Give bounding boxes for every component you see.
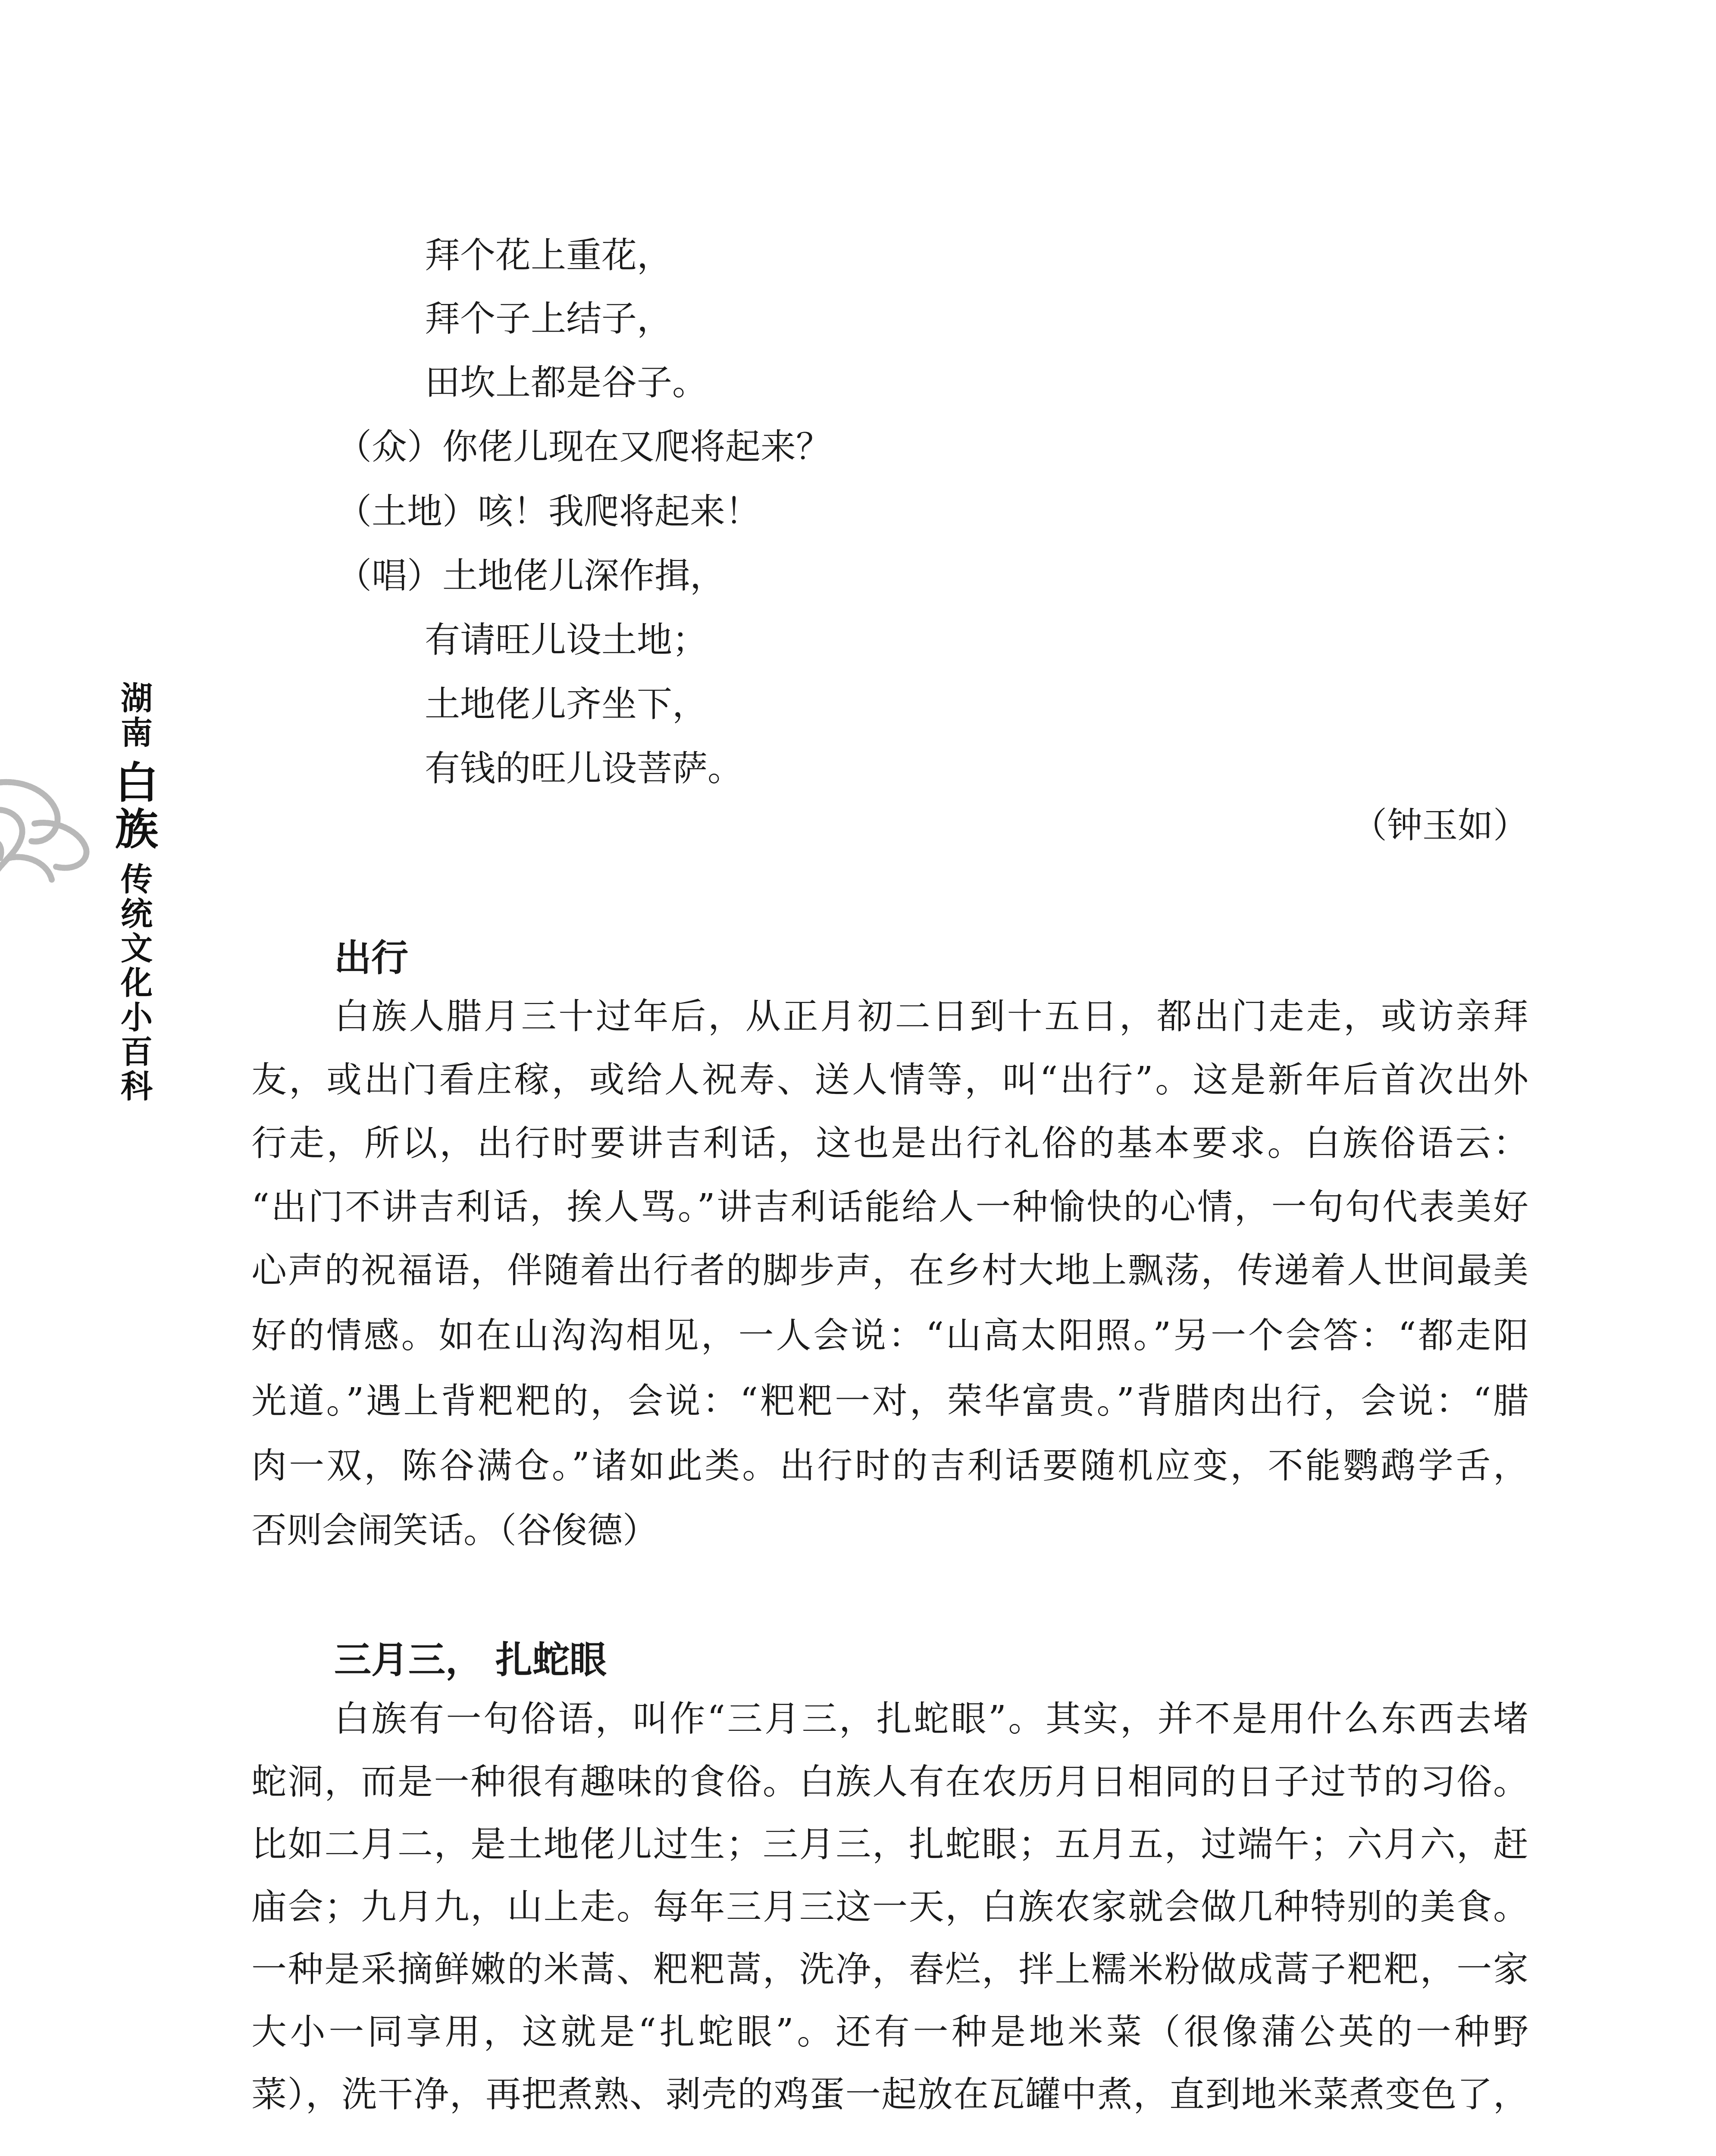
song-line: 有钱的旺儿设菩萨。 xyxy=(425,748,743,789)
paragraph-line: 菜），洗干净，再把煮熟、剥壳的鸡蛋一起放在瓦罐中煮，直到地米菜煮变色了， xyxy=(251,2074,1528,2115)
section-heading: 出行 xyxy=(334,936,408,980)
paragraph-line: 比如二月二，是土地佬儿过生；三月三，扎蛇眼；五月五，过端午；六月六，赶 xyxy=(251,1824,1528,1865)
section-heading: 三月三， 扎蛇眼 xyxy=(334,1638,607,1682)
running-title-char-large: 白 xyxy=(115,758,158,808)
running-title-char-large: 族 xyxy=(115,804,158,855)
running-title-char: 湖 xyxy=(121,680,153,717)
paragraph-line: 大小一同享用，这就是“扎蛇眼”。还有一种是地米菜（很像蒲公英的一种野 xyxy=(251,2012,1528,2053)
running-title-char: 文 xyxy=(121,930,153,967)
dialogue-line xyxy=(336,426,831,469)
ornament-stroke xyxy=(0,840,1,858)
song-line: 拜个子上结子， xyxy=(425,298,673,339)
dialogue-text: 你佬儿现在又爬将起来？ xyxy=(442,426,832,467)
dialogue-text: 土地佬儿深作揖， xyxy=(442,555,726,596)
paragraph-line: 友，或出门看庄稼，或给人祝寿、送人情等，叫“出行”。这是新年后首次出外 xyxy=(251,1059,1528,1100)
paragraph-line: 否则会闹笑话。（谷俊德） xyxy=(251,1510,658,1551)
running-title-char: 化 xyxy=(121,965,153,1002)
dialogue-line xyxy=(336,555,725,598)
paragraph-line: 庙会；九月九，山上走。每年三月三这一天，白族农家就会做几种特别的美食。 xyxy=(251,1887,1528,1927)
paragraph-line: 心声的祝福语，伴随着出行者的脚步声，在乡村大地上飘荡，传递着人世间最美 xyxy=(251,1250,1528,1291)
ornament-stroke xyxy=(0,810,22,880)
paragraph-line: “出门不讲吉利话，挨人骂。”讲吉利话能给人一种愉快的心情，一句句代表美好 xyxy=(251,1187,1528,1228)
running-title-char: 科 xyxy=(121,1068,153,1105)
running-title-char: 南 xyxy=(121,714,153,752)
paragraph-line: 光道。”遇上背粑粑的，会说：“粑粑一对，荣华富贵。”背腊肉出行，会说：“腊 xyxy=(251,1381,1528,1422)
song-line: 有请旺儿设土地； xyxy=(425,620,708,661)
running-title-char: 统 xyxy=(121,896,153,933)
paragraph-line: 一种是采摘鲜嫩的米蒿、粑粑蒿，洗净，舂烂，拌上糯米粉做成蒿子粑粑，一家 xyxy=(251,1949,1528,1990)
running-title xyxy=(113,681,160,1104)
dialogue-speaker: （土地） xyxy=(336,491,478,532)
paragraph-line: 行走，所以，出行时要讲吉利话，这也是出行礼俗的基本要求。白族俗语云： xyxy=(251,1123,1528,1164)
ornament-stroke xyxy=(9,857,52,880)
ornament-stroke xyxy=(34,823,86,868)
song-line: 田坎上都是谷子。 xyxy=(425,362,708,403)
song-line: 土地佬儿齐坐下， xyxy=(425,684,708,725)
paragraph-line: 白族有一句俗语，叫作“三月三，扎蛇眼”。其实，并不是用什么东西去堵 xyxy=(334,1698,1528,1739)
paragraph-line: 肉一双，陈谷满仓。”诸如此类。出行时的吉利话要随机应变，不能鹦鹉学舌， xyxy=(251,1445,1528,1486)
paragraph-line: 白族人腊月三十过年后，从正月初二日到十五日，都出门走走，或访亲拜 xyxy=(334,996,1528,1037)
dialogue-line xyxy=(336,490,761,533)
running-title-char: 传 xyxy=(121,861,153,898)
running-title-char: 小 xyxy=(121,999,153,1036)
dialogue-text: 咳！我爬将起来！ xyxy=(478,491,761,532)
paragraph-line: 蛇洞，而是一种很有趣味的食俗。白族人有在农历月日相同的日子过节的习俗。 xyxy=(251,1761,1528,1802)
paragraph-line: 好的情感。如在山沟沟相见，一人会说：“山高太阳照。”另一个会答：“都走阳 xyxy=(251,1315,1528,1356)
decorative-pattern-icon xyxy=(0,772,95,893)
author-credit: （钟玉如） xyxy=(1351,805,1528,846)
dialogue-speaker: （众） xyxy=(336,426,443,467)
running-title-char: 百 xyxy=(121,1034,153,1071)
song-line: 拜个花上重花， xyxy=(425,235,673,276)
dialogue-speaker: （唱） xyxy=(336,555,443,596)
